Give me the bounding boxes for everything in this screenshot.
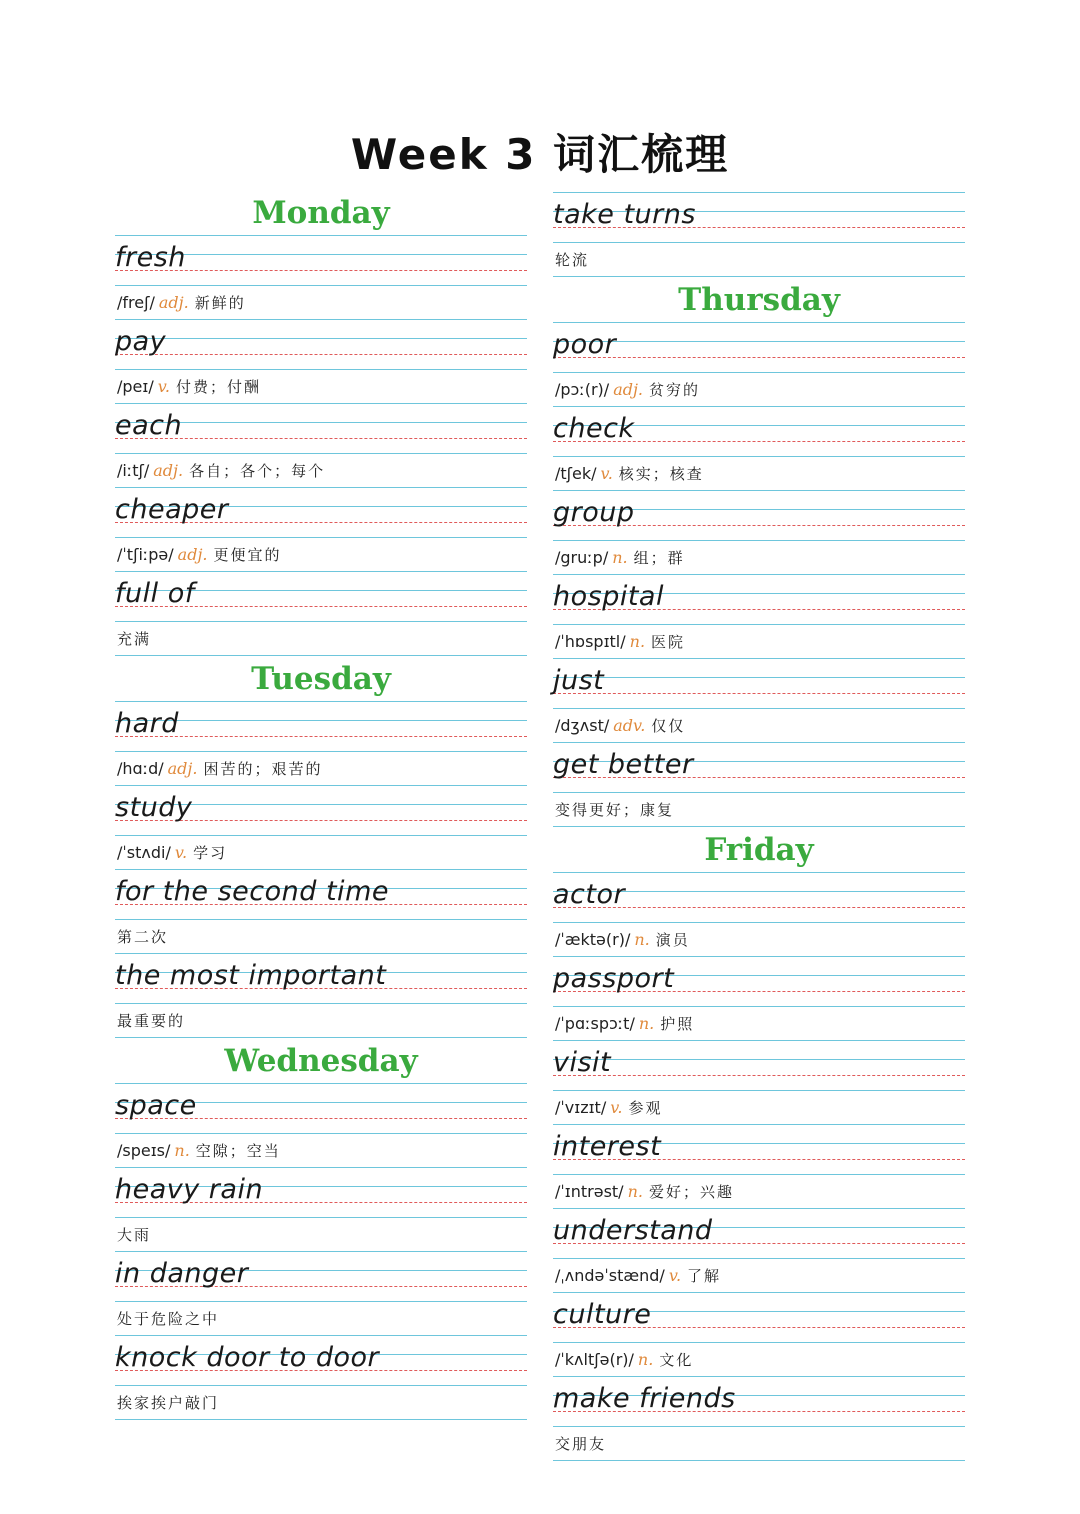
vocab-word: hospital — [553, 581, 664, 612]
part-of-speech: n. — [612, 548, 628, 567]
vocab-word: interest — [553, 1131, 662, 1162]
chinese-meaning: 医院 — [651, 633, 686, 651]
vocab-word-row — [553, 873, 965, 923]
part-of-speech: adv. — [613, 716, 646, 735]
day-heading-wednesday: Wednesday — [115, 1038, 527, 1084]
vocab-word-row — [553, 1209, 965, 1259]
vocab-definition — [115, 370, 527, 404]
part-of-speech: n. — [637, 1350, 654, 1369]
vocab-definition — [553, 243, 965, 277]
vocab-definition — [115, 1386, 527, 1420]
vocab-word: passport — [553, 963, 675, 994]
part-of-speech: v. — [600, 464, 613, 483]
chinese-meaning: 各自；各个；每个 — [189, 462, 326, 480]
vocab-word: take turns — [553, 199, 696, 230]
chinese-meaning: 核实；核查 — [618, 465, 704, 483]
vocab-word-row — [553, 323, 965, 373]
phonetic: /dʒʌst/ — [555, 716, 610, 735]
chinese-meaning: 付费；付酬 — [175, 378, 261, 396]
vocab-word: in danger — [115, 1258, 249, 1289]
vocab-definition — [115, 454, 527, 488]
vocab-definition — [553, 923, 965, 957]
vocab-word-row — [115, 1336, 527, 1386]
phonetic: /ˈpɑːspɔːt/ — [555, 1014, 635, 1033]
vocab-definition — [553, 1007, 965, 1041]
chinese-meaning: 了解 — [687, 1267, 722, 1285]
phonetic: /freʃ/ — [117, 293, 155, 312]
vocab-word: full of — [115, 578, 195, 609]
vocab-word-row — [115, 702, 527, 752]
phonetic: /ˌʌndəˈstænd/ — [555, 1266, 665, 1285]
vocab-word-row — [115, 786, 527, 836]
chinese-meaning: 困苦的；艰苦的 — [203, 760, 323, 778]
chinese-meaning: 爱好；兴趣 — [648, 1183, 734, 1201]
phonetic: /ˈɪntrəst/ — [555, 1182, 624, 1201]
chinese-meaning: 大雨 — [117, 1226, 152, 1244]
vocab-definition — [553, 709, 965, 743]
vocab-definition — [115, 1218, 527, 1252]
vocab-word: get better — [553, 749, 694, 780]
vocab-word-row — [115, 572, 527, 622]
chinese-meaning: 文化 — [659, 1351, 694, 1369]
vocab-definition — [115, 538, 527, 572]
chinese-meaning: 学习 — [193, 844, 228, 862]
vocab-word: study — [115, 792, 193, 823]
vocab-word-row — [553, 491, 965, 541]
phonetic: /gruːp/ — [555, 548, 609, 567]
vocab-word-row — [115, 236, 527, 286]
part-of-speech: v. — [157, 377, 170, 396]
vocab-word-row — [115, 404, 527, 454]
vocab-word-row — [115, 1084, 527, 1134]
vocab-word-row — [553, 575, 965, 625]
part-of-speech: n. — [634, 930, 650, 949]
part-of-speech: n. — [627, 1182, 643, 1201]
vocab-word: space — [115, 1090, 197, 1121]
chinese-meaning: 新鲜的 — [194, 294, 246, 312]
vocab-word: each — [115, 410, 183, 441]
phonetic: /ˈtʃiːpə/ — [117, 545, 174, 564]
phonetic: /iːtʃ/ — [117, 461, 150, 480]
vocab-word-row — [115, 1252, 527, 1302]
part-of-speech: adj. — [177, 545, 208, 564]
vocab-word: visit — [553, 1047, 612, 1078]
vocab-word: culture — [553, 1299, 652, 1330]
vocab-word-row — [115, 488, 527, 538]
page-title: Week 3 词汇梳理 — [350, 130, 730, 179]
vocab-definition — [553, 541, 965, 575]
vocab-definition — [115, 920, 527, 954]
vocab-word-row — [553, 1377, 965, 1427]
vocab-word-row — [115, 954, 527, 1004]
part-of-speech: adj. — [158, 293, 189, 312]
phonetic: /ˈkʌltʃə(r)/ — [555, 1350, 634, 1369]
phonetic: /tʃek/ — [555, 464, 597, 483]
day-heading-thursday: Thursday — [553, 277, 965, 323]
vocab-word: actor — [553, 879, 626, 910]
chinese-meaning: 轮流 — [555, 251, 590, 269]
vocab-word: knock door to door — [115, 1342, 380, 1373]
vocab-definition — [553, 1427, 965, 1461]
part-of-speech: adj. — [613, 380, 644, 399]
vocab-definition — [553, 1259, 965, 1293]
vocab-definition — [115, 836, 527, 870]
chinese-meaning: 护照 — [660, 1015, 695, 1033]
part-of-speech: v. — [668, 1266, 682, 1285]
vocab-definition — [553, 1175, 965, 1209]
vocab-definition — [553, 457, 965, 491]
chinese-meaning: 第二次 — [117, 928, 169, 946]
part-of-speech: adj. — [167, 759, 198, 778]
phonetic: /peɪ/ — [117, 377, 154, 396]
vocab-word: check — [553, 413, 635, 444]
part-of-speech: n. — [638, 1014, 655, 1033]
vocab-definition — [553, 1091, 965, 1125]
vocab-word-row — [553, 1125, 965, 1175]
part-of-speech: n. — [629, 632, 646, 651]
right-column — [553, 190, 965, 1461]
vocab-definition — [553, 793, 965, 827]
vocab-word-row — [553, 407, 965, 457]
vocab-definition — [553, 373, 965, 407]
chinese-meaning: 最重要的 — [117, 1012, 186, 1030]
vocab-word: just — [553, 665, 605, 696]
vocab-word-row — [553, 1293, 965, 1343]
vocab-word: make friends — [553, 1383, 736, 1414]
vocab-word: fresh — [115, 242, 186, 273]
vocab-word-row — [553, 193, 965, 243]
phonetic: /ˈvɪzɪt/ — [555, 1098, 607, 1117]
vocab-word: heavy rain — [115, 1174, 264, 1205]
vocab-word: hard — [115, 708, 179, 739]
vocab-word: cheaper — [115, 494, 229, 525]
chinese-meaning: 空隙；空当 — [195, 1142, 281, 1160]
vocab-definition — [115, 1134, 527, 1168]
vocab-word: the most important — [115, 960, 387, 991]
vocab-word-row — [553, 659, 965, 709]
left-column — [115, 190, 527, 1420]
part-of-speech: v. — [174, 843, 188, 862]
vocab-definition — [553, 625, 965, 659]
vocab-word: for the second time — [115, 876, 389, 907]
phonetic: /ˈæktə(r)/ — [555, 930, 631, 949]
chinese-meaning: 仅仅 — [651, 717, 686, 735]
vocab-word-row — [553, 743, 965, 793]
phonetic: /pɔː(r)/ — [555, 380, 610, 399]
chinese-meaning: 更便宜的 — [213, 546, 282, 564]
phonetic: /ˈhɒspɪtl/ — [555, 632, 626, 651]
chinese-meaning: 处于危险之中 — [117, 1310, 220, 1328]
day-heading-monday: Monday — [115, 190, 527, 236]
chinese-meaning: 贫穷的 — [649, 381, 701, 399]
vocab-word-row — [553, 1041, 965, 1091]
vocab-word-row — [115, 1168, 527, 1218]
vocab-definition — [115, 286, 527, 320]
vocab-word: poor — [553, 329, 617, 360]
phonetic: /hɑːd/ — [117, 759, 164, 778]
vocab-word: understand — [553, 1215, 713, 1246]
part-of-speech: adj. — [153, 461, 184, 480]
vocab-definition — [115, 1302, 527, 1336]
day-heading-friday: Friday — [553, 827, 965, 873]
vocab-word-row — [115, 320, 527, 370]
vocab-definition — [115, 1004, 527, 1038]
chinese-meaning: 充满 — [117, 630, 152, 648]
day-heading-tuesday: Tuesday — [115, 656, 527, 702]
vocab-definition — [115, 752, 527, 786]
phonetic: /ˈstʌdi/ — [117, 843, 171, 862]
vocab-word-row — [115, 870, 527, 920]
vocab-definition — [115, 622, 527, 656]
chinese-meaning: 参观 — [628, 1099, 663, 1117]
chinese-meaning: 交朋友 — [555, 1435, 607, 1453]
chinese-meaning: 挨家挨户敲门 — [117, 1394, 220, 1412]
chinese-meaning: 演员 — [655, 931, 690, 949]
phonetic: /speɪs/ — [117, 1141, 171, 1160]
chinese-meaning: 组；群 — [633, 549, 685, 567]
vocab-word-row — [553, 957, 965, 1007]
vocab-definition — [553, 1343, 965, 1377]
vocab-word: group — [553, 497, 635, 528]
part-of-speech: n. — [174, 1141, 190, 1160]
chinese-meaning: 变得更好；康复 — [555, 801, 675, 819]
part-of-speech: v. — [610, 1098, 623, 1117]
vocab-word: pay — [115, 326, 167, 357]
